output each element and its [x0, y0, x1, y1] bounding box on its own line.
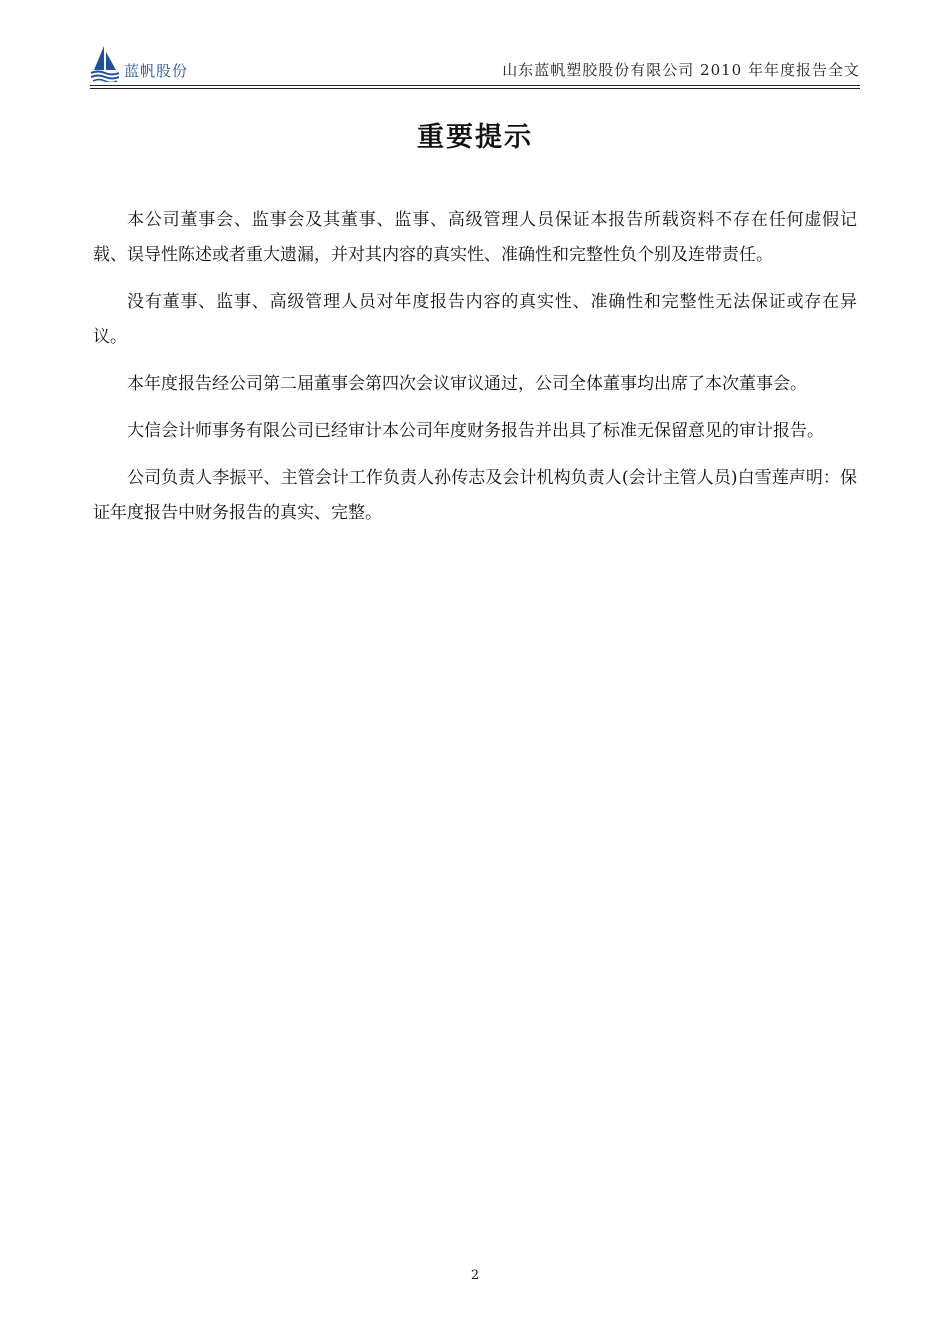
report-header-title: 山东蓝帆塑胶股份有限公司 2010 年年度报告全文: [502, 61, 860, 79]
logo-text: 蓝帆股份: [124, 62, 189, 80]
page-header: [90, 40, 860, 86]
header-divider: [90, 85, 860, 86]
page-number: 2: [470, 1268, 480, 1283]
document-title: 重要提示: [417, 122, 533, 153]
paragraph-no-objection: 没有董事、监事、高级管理人员对年度报告内容的真实性、准确性和完整性无法保证或存在异议。: [93, 292, 857, 347]
paragraph-audit-opinion: 大信会计师事务有限公司已经审计本公司年度财务报告并出具了标准无保留意见的审计报告。: [127, 421, 824, 441]
paragraph-board-guarantee: 本公司董事会、监事会及其董事、监事、高级管理人员保证本报告所载资料不存在任何虚假记载、误导性陈述或者重大遗漏，并对其内容的真实性、准确性和完整性负个别及连带责任。: [93, 210, 857, 265]
document-body: [93, 203, 857, 543]
company-logo: [90, 42, 188, 82]
header-divider-secondary: [90, 88, 860, 89]
paragraph-responsible-statement: 公司负责人李振平、主管会计工作负责人孙传志及会计机构负责人(会计主管人员)白雪莲声明：保证年度报告中财务报告的真实、完整。: [93, 468, 857, 523]
sailboat-logo-icon: [90, 44, 120, 82]
paragraph-board-approval: 本年度报告经公司第二届董事会第四次会议审议通过，公司全体董事均出席了本次董事会。: [127, 374, 807, 394]
